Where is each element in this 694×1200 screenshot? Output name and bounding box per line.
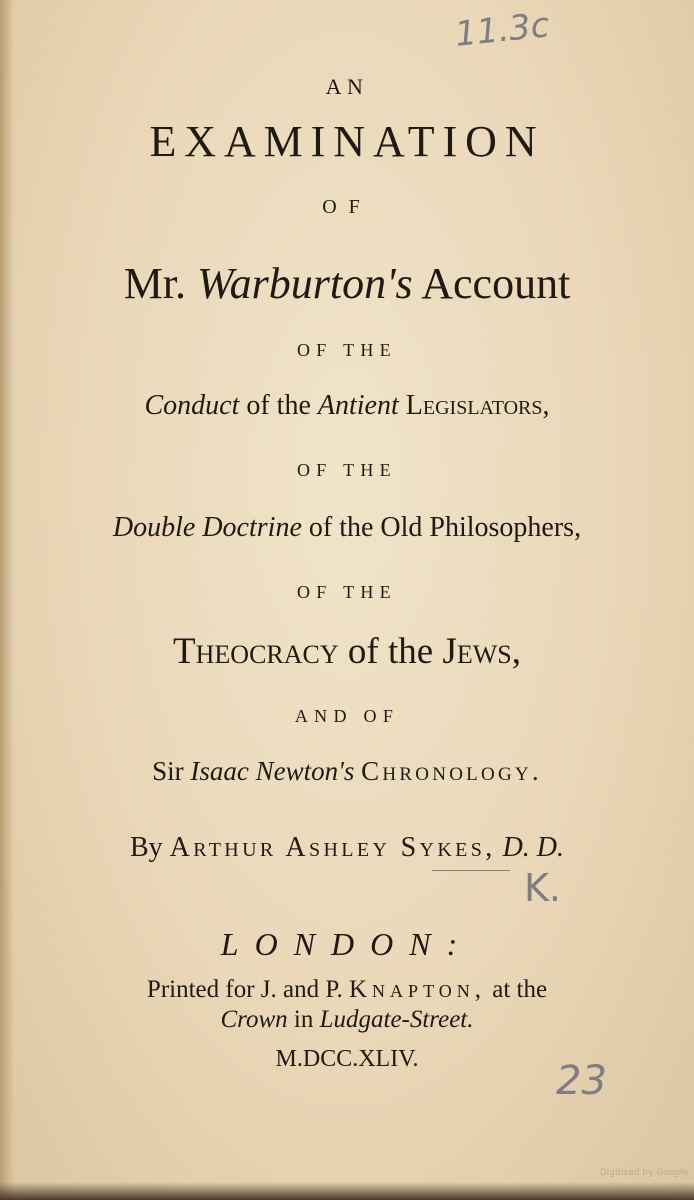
pen-underline xyxy=(432,870,510,871)
imprint-london: LONDON: xyxy=(220,926,474,962)
ludgate-street: Ludgate-Street. xyxy=(319,1006,474,1033)
digitization-watermark: Digitized by Google xyxy=(599,1168,688,1178)
title-warburton: Warburton's xyxy=(197,259,413,308)
handwritten-number: 23 xyxy=(556,1058,607,1104)
title-of: OF xyxy=(322,196,372,218)
title-warburton-line xyxy=(0,258,694,309)
theocracy-word: Theocracy xyxy=(173,631,339,672)
title-examination: EXAMINATION xyxy=(149,117,545,166)
imprint-date: M.DCC.XLIV. xyxy=(275,1046,419,1072)
theocracy-line xyxy=(0,630,694,673)
of-the-2: OF THE xyxy=(297,460,397,480)
author-name: Arthur Ashley Sykes, xyxy=(169,832,496,863)
old-philosophers: of the Old Philosophers, xyxy=(308,512,582,543)
title-mr: Mr. xyxy=(123,259,187,308)
antient-word: Antient xyxy=(317,390,399,421)
handwritten-letter: K. xyxy=(524,866,561,910)
of-the-3: OF THE xyxy=(297,582,397,602)
conduct-word: Conduct xyxy=(144,390,240,421)
imprint-printed-line xyxy=(0,976,694,1004)
double-doctrine-line xyxy=(0,512,694,544)
by-word: By xyxy=(129,832,163,863)
chronology-word: Chronology. xyxy=(361,756,542,786)
page-bottom-shadow xyxy=(0,1182,694,1200)
isaac-word: Isaac xyxy=(190,756,249,786)
in-word: in xyxy=(293,1006,314,1033)
author-line xyxy=(0,832,694,864)
and-of: AND OF xyxy=(294,706,400,726)
author-degree: D. D. xyxy=(502,832,565,863)
legislators-word: Legislators, xyxy=(405,390,550,421)
jews-word: Jews, xyxy=(442,631,521,672)
of-the-small-1: of the xyxy=(246,390,311,421)
newton-line xyxy=(0,756,694,787)
title-an: AN xyxy=(325,74,369,99)
handwritten-shelf-mark: 11.3c xyxy=(453,5,552,55)
double-doctrine: Double Doctrine xyxy=(112,512,302,543)
knapton: Knapton, xyxy=(349,976,486,1003)
crown-word: Crown xyxy=(220,1006,288,1033)
of-the-small-2: of the xyxy=(347,631,434,672)
title-account: Account xyxy=(421,259,571,308)
at-the: at the xyxy=(492,976,548,1003)
conduct-line xyxy=(0,390,694,422)
of-the-1: OF THE xyxy=(297,340,397,360)
printed-for: Printed for J. and P. xyxy=(146,976,343,1003)
sir-word: Sir xyxy=(152,756,184,786)
newtons-word: Newton's xyxy=(255,756,355,786)
imprint-crown-line xyxy=(0,1006,694,1034)
